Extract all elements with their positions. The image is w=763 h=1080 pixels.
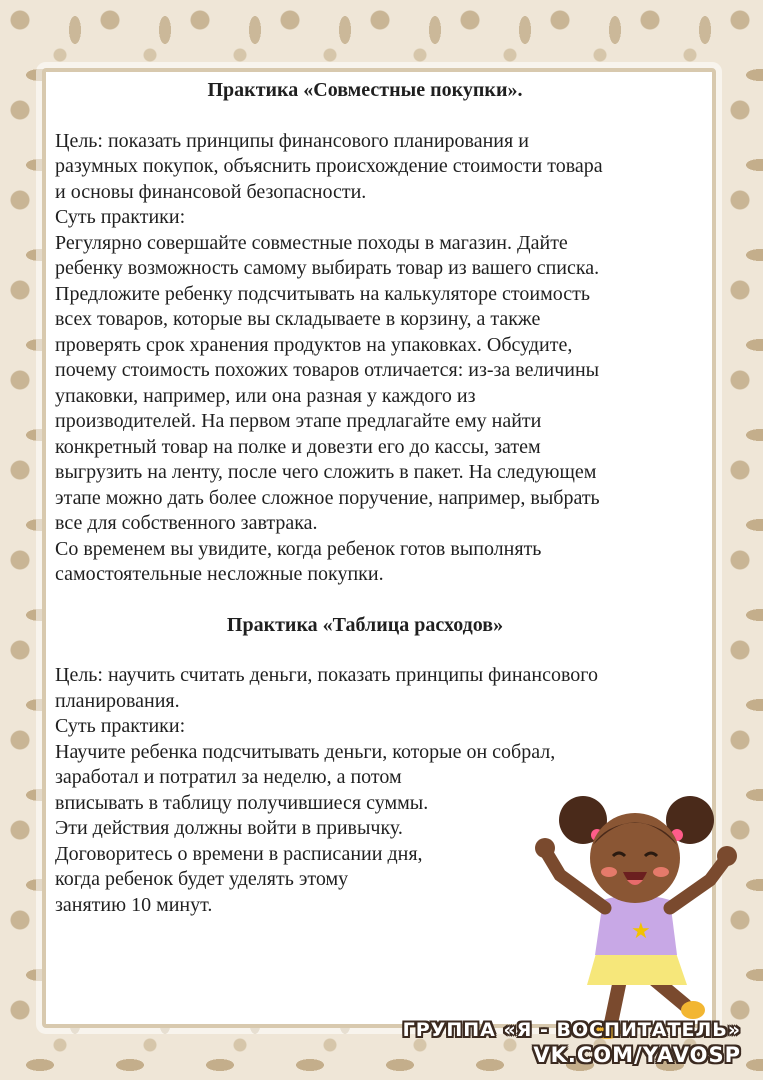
section-1-body: Регулярно совершайте совместные походы в магазин. Дайте ребенку возможность самому выбирать товар из вашего списка. Предложите ребенку подсчитывать на калькуляторе стоимость всех товаров, которые вы складываете в корзину, а также проверять срок хранения продуктов на упаковках. Обсудите, почему стоимость похожих товаров отличается: из-за величины упаковки, например, или она разная у каждого из производителей. На первом этапе предлагайте ему найти конкретный товар на полке и довезти его до кассы, затем выгрузить на ленту, после чего сложить в пакет. На следующем этапе можно дать более сложное поручение, например, выбрать все для собственного завтрака. Со временем вы увидите, когда ребенок готов выполнять самостоятельные несложные покупки. bbox=[55, 231, 600, 585]
section-1-essence-label: Суть практики: bbox=[55, 206, 186, 228]
group-name: ГРУППА «Я - ВОСПИТАТЕЛЬ» bbox=[402, 1019, 741, 1041]
section-2-goal: Цель: научить считать деньги, показать принципы финансового планирования. bbox=[55, 664, 598, 712]
section-1-title: Практика «Совместные покупки». bbox=[207, 79, 523, 101]
svg-text:★: ★ bbox=[631, 919, 651, 944]
girl-illustration bbox=[525, 780, 745, 1040]
group-link[interactable]: VK.COM/YAVOSP bbox=[533, 1043, 741, 1067]
section-2-body: Научите ребенка подсчитывать деньги, которые он собрал, заработал и потратил за неделю, а потом вписывать в таблицу получившиеся суммы. Эти действия должны войти в привычку. Договоритесь о времени в расписании дня, когда ребенок будет уделять этому занятию 10 минут. bbox=[55, 740, 556, 916]
section-2-title: Практика «Таблица расходов» bbox=[226, 613, 504, 636]
footer-credit bbox=[403, 1018, 741, 1068]
section-1-goal: Цель: показать принципы финансового планирования и разумных покупок, объяснить происхождение стоимости товара и основы финансовой безопасности. bbox=[55, 129, 603, 203]
section-2-essence-label: Суть практики: bbox=[55, 715, 186, 737]
